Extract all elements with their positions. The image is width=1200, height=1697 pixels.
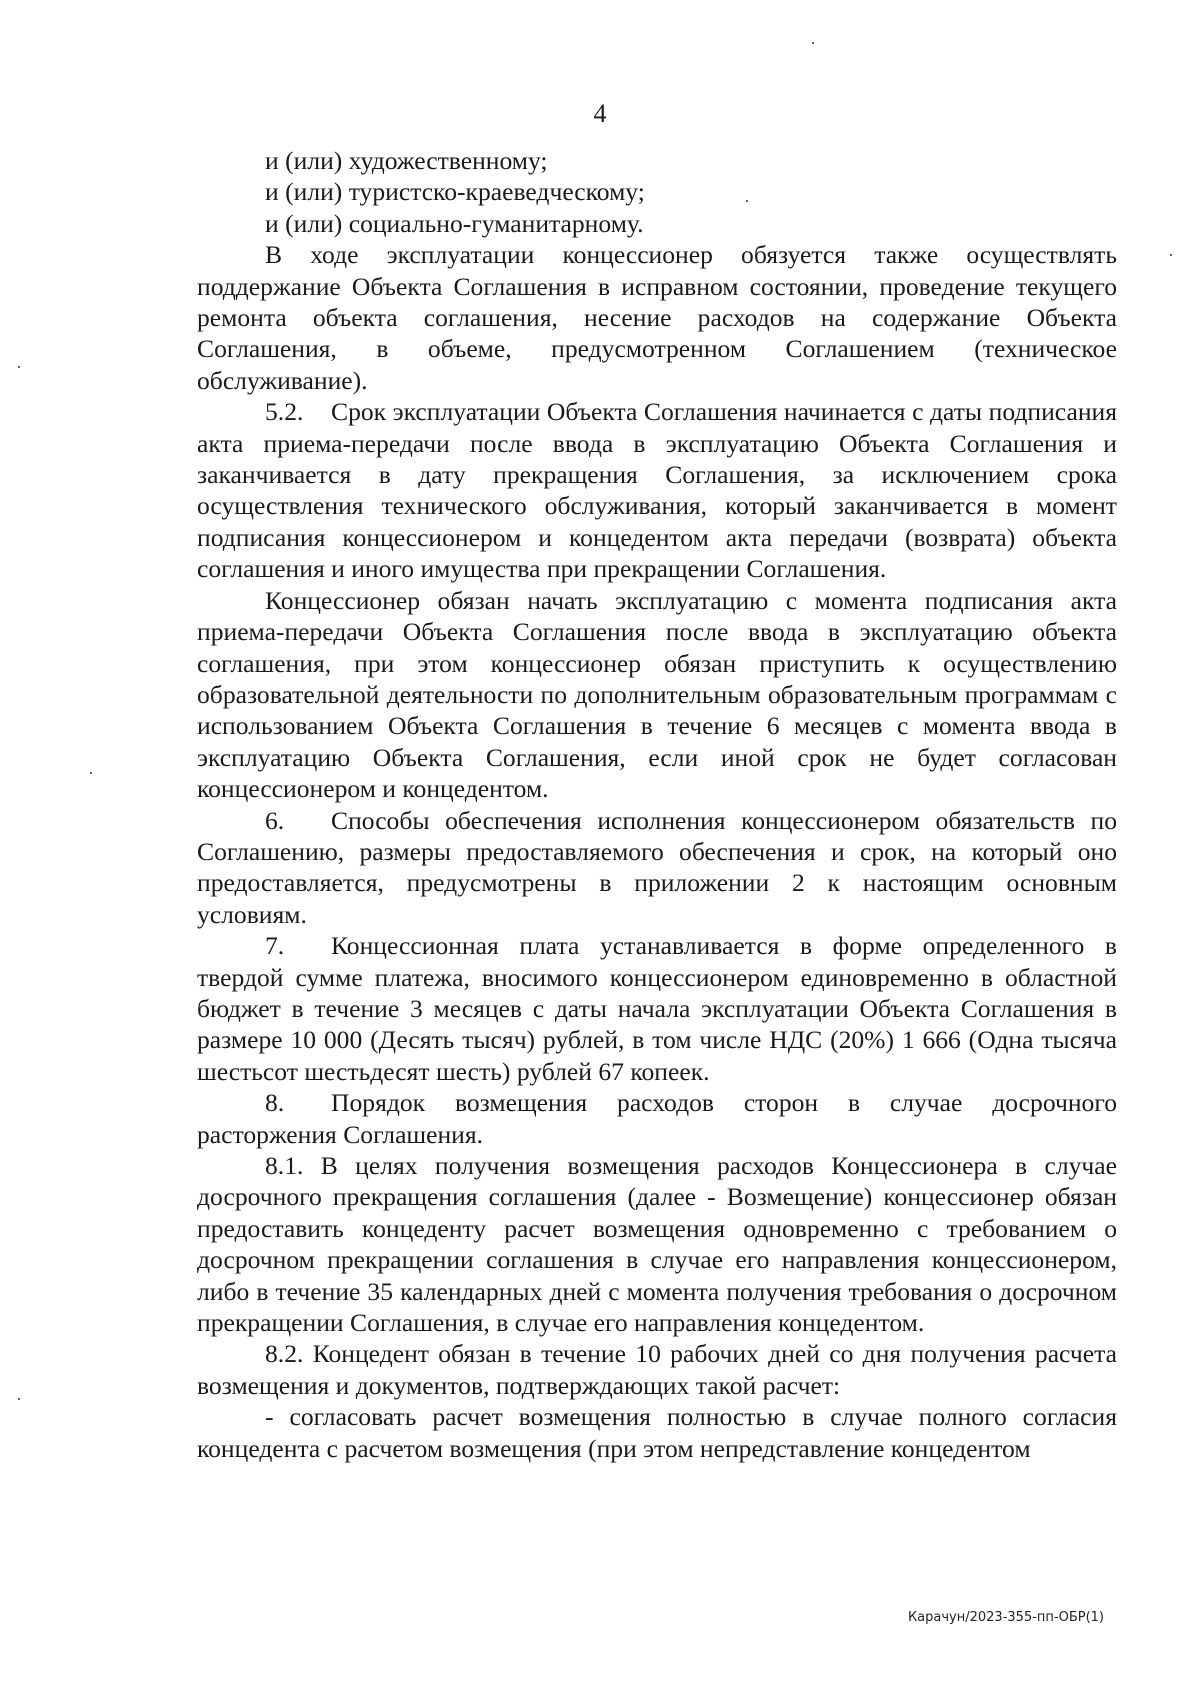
- clause-number: 7.: [265, 931, 285, 961]
- paragraph: [197, 145, 1117, 176]
- scan-speck: [18, 366, 20, 368]
- paragraph: [197, 585, 1117, 805]
- scan-speck: [90, 772, 92, 774]
- paragraph-text: - согласовать расчет возмещения полностью в случае полного согласия концедента с расчетом возмещения (при этом непредставление концедентом: [197, 1402, 1117, 1463]
- paragraph-text: Срок эксплуатации Объекта Соглашения начинается с даты подписания акта приема-передачи после ввода в эксплуатацию Объекта Соглашения и заканчивается в дату прекращения Соглашения, за исключением срока осуществления технического обслуживания, который заканчивается в момент подписания концессионером и концедентом акта передачи (возврата) объекта соглашения и иного имущества при прекращении Соглашения.: [197, 397, 1117, 584]
- paragraph-text: 8.1. В целях получения возмещения расходов Концессионера в случае досрочного прекращения соглашения (далее - Возмещение) концессионер обязан предоставить концеденту расчет возмещения одновременно с требованием о досрочном прекращении соглашения в случае его направления концессионером, либо в течение 35 календарных дней с момента получения требования о досрочном прекращении Соглашения, в случае его направления концедентом.: [197, 1151, 1117, 1338]
- paragraph-text: В ходе эксплуатации концессионер обязуется также осуществлять поддержание Объекта Соглашения в исправном состоянии, проведение текущего ремонта объекта соглашения, несение расходов на содержание Объекта Соглашения, в объеме, предусмотренном Соглашением (техническое обслуживание).: [197, 240, 1117, 395]
- paragraph: [197, 176, 1117, 207]
- clause-number: 8.: [265, 1088, 285, 1118]
- paragraph: [197, 208, 1117, 239]
- paragraph-text: Способы обеспечения исполнения концессионером обязательств по Соглашению, размеры предоставляемого обеспечения и срок, на который оно предоставляется, предусмотрены в приложении 2 к настоящим основным условиям.: [197, 805, 1117, 929]
- paragraph: [197, 1401, 1117, 1464]
- scan-speck: [746, 200, 748, 202]
- paragraph-text: Концессионер обязан начать эксплуатацию с момента подписания акта приема-передачи Объекта Соглашения после ввода в эксплуатацию объекта соглашения, при этом концессионер обязан приступить к осуществлению образовательной деятельности по дополнительным образовательным программам с использованием Объекта Соглашения в течение 6 месяцев с момента ввода в эксплуатацию Объекта Соглашения, если иной срок не будет согласован концессионером и концедентом.: [197, 585, 1117, 804]
- paragraph-text: и (или) художественному;: [265, 146, 548, 175]
- paragraph: [197, 239, 1117, 396]
- clause-number: 5.2.: [265, 397, 304, 427]
- scan-speck: [812, 42, 814, 44]
- scan-speck: [18, 1398, 20, 1400]
- clause-number: 6.: [265, 805, 285, 835]
- scan-speck: [1170, 254, 1172, 256]
- numbered-paragraph: [197, 930, 1117, 1087]
- paragraph-text: и (или) социально-гуманитарному.: [265, 208, 644, 238]
- paragraph-text: и (или) туристско-краеведческому;: [265, 177, 645, 207]
- paragraph-text: Концессионная плата устанавливается в форме определенного в твердой сумме платежа, вносимого концессионером единовременно в областной бюджет в течение 3 месяцев с даты начала эксплуатации Объекта Соглашения в размере 10 000 (Десять тысяч) рублей, в том числе НДС (20%) 1 666 (Одна тысяча шестьсот шестьдесят шесть) рублей 67 копеек.: [197, 931, 1117, 1086]
- document-body: [197, 145, 1117, 1464]
- numbered-paragraph: [197, 1087, 1117, 1150]
- paragraph: [197, 1338, 1117, 1401]
- paragraph-text: Порядок возмещения расходов сторон в случае досрочного расторжения Соглашения.: [197, 1088, 1117, 1149]
- numbered-paragraph: [197, 805, 1117, 931]
- paragraph-text: 8.2. Концедент обязан в течение 10 рабочих дней со дня получения расчета возмещения и документов, подтверждающих такой расчет:: [197, 1339, 1117, 1400]
- numbered-paragraph: [197, 396, 1117, 584]
- paragraph: [197, 1150, 1117, 1338]
- page-number: 4: [593, 99, 607, 128]
- document-reference: Карачун/2023-355-пп-ОБР(1): [907, 1610, 1104, 1625]
